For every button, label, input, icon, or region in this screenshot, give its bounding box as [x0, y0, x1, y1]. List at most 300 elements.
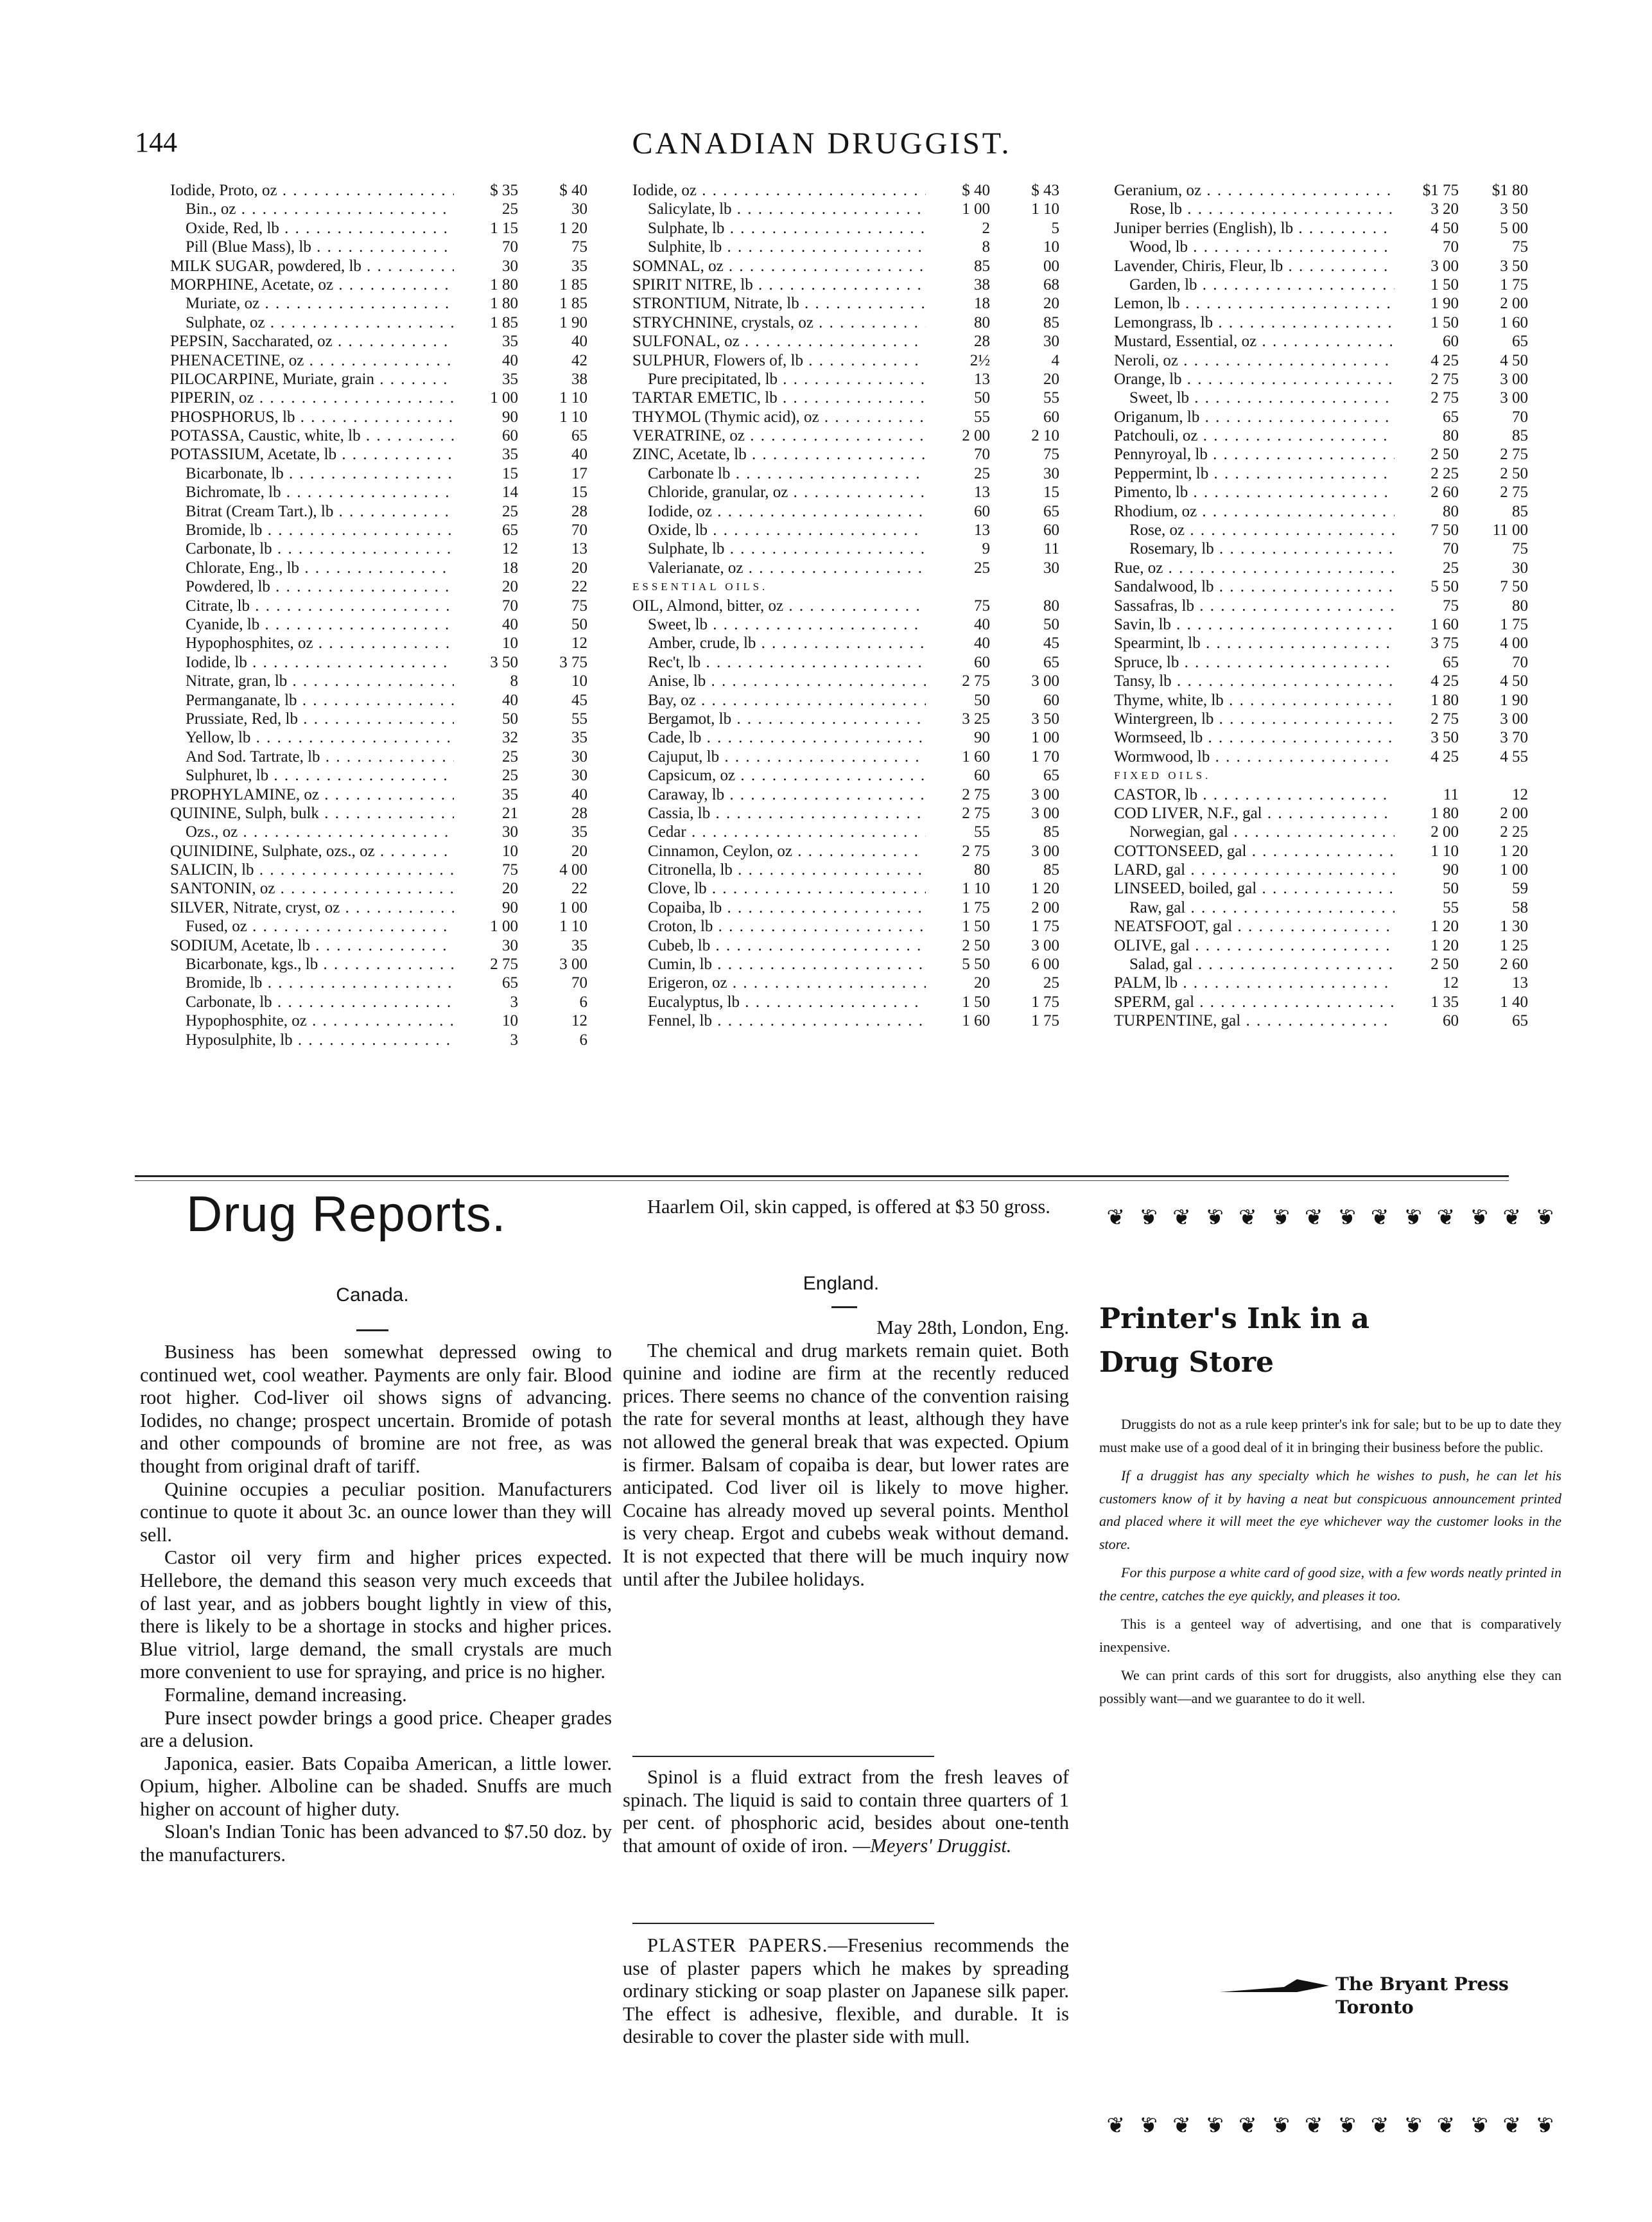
pointing-wedge-icon [1220, 1978, 1329, 1995]
item-name: Mustard, Essential, oz . . . [1114, 332, 1395, 351]
price-row [170, 1031, 587, 1049]
price-high: 1 75 [1031, 918, 1059, 936]
price-low: 25 [502, 200, 518, 218]
price-high: 35 [571, 729, 587, 747]
canada-paragraph: Pure insect powder brings a good price. Cheaper grades are a delusion. [140, 1706, 612, 1752]
price-high: 1 00 [1500, 861, 1528, 879]
price-high: 12 [571, 1012, 587, 1030]
price-row [170, 917, 587, 936]
price-low: 13 [974, 484, 990, 502]
price-high: 1 85 [559, 276, 587, 293]
price-column-3 [1114, 181, 1528, 1160]
price-low: 75 [974, 597, 990, 615]
item-name: Iodide, lb . . . [170, 653, 454, 672]
price-low: 21 [502, 804, 518, 822]
price-high: 85 [1043, 861, 1059, 879]
item-name: Wormseed, lb . . . [1114, 728, 1395, 747]
price-low: 70 [1443, 238, 1459, 256]
price-high: 2 25 [1500, 823, 1528, 841]
price-low: 4 25 [1430, 351, 1459, 369]
item-name: Chloride, granular, oz . . . [632, 483, 926, 502]
item-name: Thyme, white, lb . . . [1114, 691, 1395, 710]
advert-paragraph: For this purpose a white card of good size, with a few words neatly printed in the centre, catches the eye quickly, and pleases it too. [1099, 1564, 1561, 1604]
price-high: 30 [1043, 559, 1059, 577]
price-row [170, 521, 587, 539]
item-name: Hypophosphites, oz . . . [170, 634, 454, 652]
price-row [632, 351, 1059, 370]
section-divider-thin [135, 1180, 1509, 1181]
price-low: 3 [510, 1031, 518, 1049]
price-low: 2 75 [490, 956, 518, 974]
spinol-text: Spinol is a fluid extract from the fresh leaves of spinach. The liquid is said to contain three quarters of 1 per cent. of phosphoric acid, besides about one-tenth that amount of oxide of iron. [623, 1766, 1069, 1857]
item-name: SALICIN, lb . . . [170, 861, 454, 879]
price-low: 60 [1443, 333, 1459, 351]
price-high: 45 [571, 691, 587, 709]
price-high: 75 [571, 238, 587, 256]
price-row [1114, 879, 1528, 898]
price-section-heading: FIXED OILS. [1114, 769, 1212, 782]
price-low: 2 50 [1430, 956, 1459, 974]
item-name: Cassia, lb . . . [632, 804, 926, 823]
price-high: 85 [1043, 823, 1059, 841]
price-high: 1 75 [1500, 276, 1528, 293]
price-row [632, 861, 1059, 879]
price-high: 3 70 [1500, 729, 1528, 747]
item-name: Pill (Blue Mass), lb . . . [170, 238, 454, 256]
price-row [1114, 238, 1528, 256]
price-low: 18 [974, 295, 990, 313]
item-name: MILK SUGAR, powdered, lb . . . [170, 257, 454, 276]
price-low: 2 75 [962, 804, 990, 822]
ornament-border-top [1099, 1206, 1561, 1230]
price-row [170, 710, 587, 728]
fleuron-icon: ❦ [1436, 2114, 1456, 2138]
price-high: 1 85 [559, 295, 587, 313]
price-low: 2 00 [1430, 823, 1459, 841]
price-row [1114, 389, 1528, 407]
price-row [1114, 370, 1528, 389]
price-high: 75 [1043, 446, 1059, 464]
price-high: 75 [1512, 238, 1528, 256]
price-low: 80 [1443, 502, 1459, 520]
item-name: Salad, gal . . . [1114, 955, 1395, 974]
item-name: Bichromate, lb . . . [170, 483, 454, 502]
price-high: 30 [1512, 559, 1528, 577]
price-low: 25 [974, 464, 990, 482]
item-name: Sulphuret, lb . . . [170, 766, 454, 785]
price-low: 25 [1443, 559, 1459, 577]
price-row [632, 917, 1059, 936]
price-row [632, 955, 1059, 974]
signature-line-1: The Bryant Press [1335, 1973, 1509, 1995]
price-row [1114, 257, 1528, 276]
price-low: 90 [1443, 861, 1459, 879]
price-low: 1 20 [1430, 936, 1459, 954]
price-high: 6 00 [1031, 956, 1059, 974]
fleuron-icon: ❦ [1239, 2114, 1257, 2138]
fleuron-icon: ❦ [1370, 1206, 1389, 1230]
price-low: 30 [502, 823, 518, 841]
price-row [632, 389, 1059, 407]
price-low: 1 50 [962, 993, 990, 1011]
item-name: Rue, oz . . . [1114, 559, 1395, 577]
item-name: Muriate, oz . . . [170, 294, 454, 313]
item-name: QUININE, Sulph, bulk . . . [170, 804, 454, 823]
item-name: Oxide, lb . . . [632, 521, 926, 539]
price-low: $ 35 [490, 182, 518, 199]
price-row [632, 276, 1059, 294]
item-name: PHOSPHORUS, lb . . . [170, 408, 454, 426]
price-row [632, 200, 1059, 218]
price-low: 40 [974, 615, 990, 633]
item-name: NEATSFOOT, gal . . . [1114, 917, 1395, 936]
item-name: Fennel, lb . . . [632, 1011, 926, 1030]
price-row [1114, 993, 1528, 1011]
england-heading: England. [803, 1273, 880, 1294]
item-name: Fused, oz . . . [170, 917, 454, 936]
item-name: Origanum, lb . . . [1114, 408, 1395, 426]
price-low: 15 [502, 464, 518, 482]
price-low: 2½ [969, 351, 990, 369]
price-low: 2 75 [962, 672, 990, 690]
item-name: SODIUM, Acetate, lb . . . [170, 936, 454, 955]
price-high: 2 50 [1500, 464, 1528, 482]
price-high: 80 [1512, 597, 1528, 615]
price-low: 70 [974, 446, 990, 464]
price-row [632, 483, 1059, 502]
price-row [170, 653, 587, 672]
price-low: 5 50 [962, 956, 990, 974]
price-low: 90 [502, 898, 518, 916]
price-row [1114, 276, 1528, 294]
signature-line-2: Toronto [1335, 1997, 1414, 2018]
price-low: 9 [982, 540, 990, 558]
item-name: QUINIDINE, Sulphate, ozs., oz . . . [170, 842, 454, 861]
price-row [632, 634, 1059, 652]
price-high: 3 00 [1031, 804, 1059, 822]
item-name: Lavender, Chiris, Fleur, lb . . . [1114, 257, 1395, 276]
price-low: 12 [502, 540, 518, 558]
price-low: 25 [502, 767, 518, 785]
fleuron-icon: ❦ [1304, 2114, 1323, 2138]
price-low: 60 [974, 502, 990, 520]
price-row [170, 691, 587, 710]
canada-paragraph: Castor oil very firm and higher prices expected. Hellebore, the demand this season very much exceeds that of last year, and as jobbers bought lightly in view of this, there is likely to be a shortage in stocks and higher prices. Blue vitriol, large demand, the small crystals are much more convenient to use for spraying, and price is no higher. [140, 1546, 612, 1683]
price-high: 3 50 [1500, 257, 1528, 275]
price-low: 1 80 [490, 276, 518, 293]
drug-reports-title: Drug Reports. [186, 1185, 507, 1242]
price-high: 1 30 [1500, 918, 1528, 936]
spinol-note [623, 1766, 1069, 1857]
price-low: 1 60 [962, 1012, 990, 1030]
item-name: Sulphate, oz . . . [170, 313, 454, 332]
price-low: 2 00 [962, 427, 990, 445]
price-row [632, 426, 1059, 445]
price-row [632, 370, 1059, 389]
price-low: 50 [974, 389, 990, 407]
price-high: 60 [1043, 408, 1059, 426]
price-row [170, 408, 587, 426]
item-name: Sulphate, lb . . . [632, 539, 926, 558]
fleuron-icon: ❦ [1436, 1206, 1456, 1230]
item-name: Prussiate, Red, lb . . . [170, 710, 454, 728]
price-low: 35 [502, 333, 518, 351]
item-name: Ozs., oz . . . [170, 823, 454, 841]
item-name: Bromide, lb . . . [170, 521, 454, 539]
price-high: 20 [571, 559, 587, 577]
price-low: 10 [502, 634, 518, 652]
price-high: 2 60 [1500, 956, 1528, 974]
price-low: 10 [502, 1012, 518, 1030]
price-row [1114, 823, 1528, 841]
price-high: 5 [1051, 219, 1059, 237]
price-low: 40 [502, 351, 518, 369]
price-row [632, 539, 1059, 558]
item-name: PHENACETINE, oz . . . [170, 351, 454, 370]
canada-dash [356, 1329, 388, 1331]
price-row [170, 879, 587, 898]
price-row [1114, 445, 1528, 464]
price-row [632, 842, 1059, 861]
price-row [170, 993, 587, 1011]
item-name: Rose, lb . . . [1114, 200, 1395, 218]
price-row [170, 219, 587, 238]
canada-paragraph: Sloan's Indian Tonic has been advanced to $7.50 doz. by the manufacturers. [140, 1821, 612, 1866]
fleuron-icon: ❦ [1205, 1206, 1224, 1230]
fleuron-icon: ❦ [1404, 1206, 1422, 1230]
price-low: 35 [502, 446, 518, 464]
price-high: 20 [571, 842, 587, 860]
price-high: 12 [571, 634, 587, 652]
price-low: 7 50 [1430, 521, 1459, 539]
price-low: 1 35 [1430, 993, 1459, 1011]
price-high: 40 [571, 785, 587, 803]
spinol-source: —Meyers' Druggist. [853, 1834, 1012, 1857]
price-low: 1 50 [1430, 313, 1459, 331]
item-name: SPIRIT NITRE, lb . . . [632, 276, 926, 294]
price-row [1114, 483, 1528, 502]
price-row [170, 502, 587, 521]
price-row [170, 238, 587, 256]
price-high: 85 [1043, 313, 1059, 331]
price-low: 32 [502, 729, 518, 747]
item-name: CASTOR, lb . . . [1114, 785, 1395, 804]
price-high: 35 [571, 823, 587, 841]
price-high: 15 [571, 484, 587, 502]
price-high: 75 [1512, 540, 1528, 558]
price-low: 1 60 [962, 748, 990, 765]
item-name: Citronella, lb . . . [632, 861, 926, 879]
price-high: 75 [571, 597, 587, 615]
price-low: 1 00 [490, 389, 518, 407]
item-name: PALM, lb . . . [1114, 974, 1395, 992]
price-high: 1 00 [559, 898, 587, 916]
price-high: 85 [1512, 502, 1528, 520]
price-row [1114, 219, 1528, 238]
price-row [632, 672, 1059, 690]
price-low: 3 50 [490, 653, 518, 671]
price-low: 1 90 [1430, 295, 1459, 313]
price-low: 30 [502, 936, 518, 954]
price-low: 1 85 [490, 313, 518, 331]
price-row [1114, 955, 1528, 974]
price-high: 1 25 [1500, 936, 1528, 954]
advert-paragraph: This is a genteel way of advertising, and one that is comparatively inexpensive. [1099, 1616, 1561, 1655]
price-row [632, 898, 1059, 917]
price-low: 4 25 [1430, 748, 1459, 765]
item-name: STRONTIUM, Nitrate, lb . . . [632, 294, 926, 313]
haarlem-paragraph: Haarlem Oil, skin capped, is offered at $3 50 gross. [647, 1196, 1050, 1218]
price-high: 13 [571, 540, 587, 558]
price-high: 11 00 [1492, 521, 1528, 539]
price-high: 00 [1043, 257, 1059, 275]
price-low: 5 50 [1430, 578, 1459, 596]
price-row [632, 502, 1059, 521]
price-high: 30 [571, 748, 587, 765]
canada-paragraph: Japonica, easier. Bats Copaiba American, a little lower. Opium, higher. Alboline can be shaded. Snuffs are much higher on account of higher duty. [140, 1752, 612, 1820]
price-high: 85 [1512, 427, 1528, 445]
item-name: Lemongrass, lb . . . [1114, 313, 1395, 332]
price-row [632, 559, 1059, 577]
price-row [632, 785, 1059, 804]
england-dateline: May 28th, London, Eng. [876, 1317, 1069, 1338]
fleuron-icon: ❦ [1106, 2114, 1125, 2138]
price-low: 50 [502, 710, 518, 728]
item-name: Bay, oz . . . [632, 691, 926, 710]
item-name: Rosemary, lb . . . [1114, 539, 1395, 558]
item-name: Oxide, Red, lb . . . [170, 219, 454, 238]
item-name: Sandalwood, lb . . . [1114, 577, 1395, 596]
price-row [1114, 861, 1528, 879]
price-high: $ 40 [559, 182, 587, 199]
price-high: 25 [1043, 974, 1059, 992]
price-high: 10 [1043, 238, 1059, 256]
price-row [1114, 936, 1528, 955]
price-row [1114, 691, 1528, 710]
price-low: 3 00 [1430, 257, 1459, 275]
price-low: 55 [974, 823, 990, 841]
item-name: Patchouli, oz . . . [1114, 426, 1395, 445]
price-row [1114, 785, 1528, 804]
item-name: Powdered, lb . . . [170, 577, 454, 596]
item-name: Norwegian, gal . . . [1114, 823, 1395, 841]
price-high: 13 [1512, 974, 1528, 992]
price-high: 50 [571, 615, 587, 633]
price-row [1114, 842, 1528, 861]
fleuron-icon: ❦ [1271, 1206, 1291, 1230]
price-row [170, 728, 587, 747]
item-name: Sassafras, lb . . . [1114, 597, 1395, 615]
price-low: 3 75 [1430, 634, 1459, 652]
item-name: ZINC, Acetate, lb . . . [632, 445, 926, 464]
price-high: 1 40 [1500, 993, 1528, 1011]
price-high: 30 [1043, 333, 1059, 351]
item-name: OIL, Almond, bitter, oz . . . [632, 597, 926, 615]
price-low: 20 [974, 974, 990, 992]
item-name: Iodide, Proto, oz . . . [170, 181, 454, 200]
price-row [632, 974, 1059, 992]
item-name: LINSEED, boiled, gal . . . [1114, 879, 1395, 898]
item-name: Clove, lb . . . [632, 879, 926, 898]
price-row [1114, 597, 1528, 615]
price-high: 1 00 [1031, 729, 1059, 747]
price-high: 3 00 [1031, 785, 1059, 803]
item-name: Cubeb, lb . . . [632, 936, 926, 955]
item-name: Sulphite, lb . . . [632, 238, 926, 256]
item-name: Salicylate, lb . . . [632, 200, 926, 218]
price-low: 65 [1443, 408, 1459, 426]
price-high: 65 [571, 427, 587, 445]
england-dash [831, 1306, 857, 1308]
fleuron-icon: ❦ [1139, 1206, 1158, 1230]
price-high: 10 [571, 672, 587, 690]
price-high: 55 [571, 710, 587, 728]
price-low: 35 [502, 785, 518, 803]
price-high: 30 [571, 767, 587, 785]
item-name: Cyanide, lb . . . [170, 615, 454, 634]
price-row [170, 559, 587, 577]
item-name: STRYCHNINE, crystals, oz . . . [632, 313, 926, 332]
price-row [170, 955, 587, 974]
advert-paragraph: If a druggist has any specialty which he wishes to push, he can let his customers know of it by having a neat but conspicuous announcement printed and placed where it will meet the eye whichever way the customer looks in the store. [1099, 1467, 1561, 1552]
price-row [170, 842, 587, 861]
price-low: 3 20 [1430, 200, 1459, 218]
item-name: Valerianate, oz . . . [632, 559, 926, 577]
price-high: 42 [571, 351, 587, 369]
price-low: 1 60 [1430, 615, 1459, 633]
price-high: 1 70 [1031, 748, 1059, 765]
price-low: 13 [974, 521, 990, 539]
price-high: 3 00 [1031, 672, 1059, 690]
price-row [1114, 181, 1528, 200]
price-section-heading: ESSENTIAL OILS. [632, 581, 769, 593]
price-high: 2 10 [1031, 427, 1059, 445]
price-row [170, 181, 587, 200]
price-low: $1 75 [1422, 182, 1459, 199]
fleuron-icon: ❦ [1106, 1206, 1125, 1230]
advert-body [1099, 1413, 1561, 1715]
item-name: COD LIVER, N.F., gal . . . [1114, 804, 1395, 823]
price-high: 40 [571, 333, 587, 351]
price-high: 22 [571, 880, 587, 898]
price-row [1114, 1011, 1528, 1030]
item-name: PIPERIN, oz . . . [170, 389, 454, 407]
price-high: 3 50 [1031, 710, 1059, 728]
price-high: 59 [1512, 880, 1528, 898]
fleuron-icon: ❦ [1502, 2114, 1522, 2138]
price-low: 25 [974, 559, 990, 577]
price-high: 35 [571, 257, 587, 275]
price-row [632, 445, 1059, 464]
item-name: Cajuput, lb . . . [632, 748, 926, 766]
price-low: 25 [502, 748, 518, 765]
price-row [170, 483, 587, 502]
price-low: 50 [974, 691, 990, 709]
price-high: 15 [1043, 484, 1059, 502]
price-low: 2 75 [1430, 370, 1459, 388]
price-high: 20 [1043, 370, 1059, 388]
price-low: 40 [502, 691, 518, 709]
price-low: 25 [502, 502, 518, 520]
price-row [632, 408, 1059, 426]
price-high: 3 00 [559, 956, 587, 974]
price-low: 70 [502, 597, 518, 615]
item-name: Anise, lb . . . [632, 672, 926, 690]
price-high: 6 [579, 1031, 587, 1049]
price-row [1114, 634, 1528, 652]
haarlem-note [623, 1196, 1069, 1219]
price-high: 28 [571, 804, 587, 822]
